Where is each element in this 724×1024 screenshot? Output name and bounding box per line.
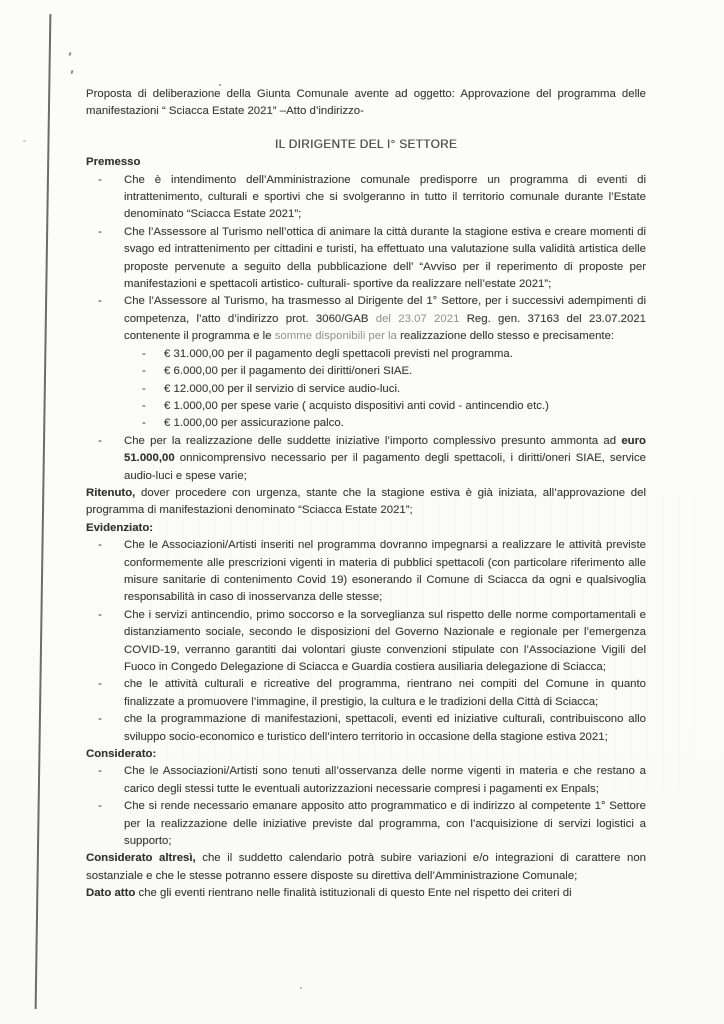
list-item [86,711,646,746]
bullet-text: Che si rende necessario emanare apposito atto programmatico e di indirizzo al competente 1° Settore per la realizzazione delle iniziative previste dal programma, con l’acquisizione di servizi logistici a supporto; [124,800,646,848]
amount-text: € 31.000,00 per il pagamento degli spettacoli previsti nel programma. [164,347,513,360]
bullet-text: Che l’Assessore al Turismo nell’ottica di animare la città durante la stagione estiva e creare momenti di svago ed intrattenimento per cittadini e turisti, ha effettuato una valutazione sulla validità artistica delle proposte pervenute a seguito della pubblicazione dell’ “Avviso per il reperimento di proposte per manifestazioni e spettacoli artistico- culturali- sportive da realizzare nell’estate 2021”; [124,225,646,291]
paragraph-text: dover procedere con urgenza, stante che la stagione estiva è già iniziata, all’approvazione del programma di manifestazioni denominato “Sciacca Estate 2021”; [86,486,646,517]
document-subject: Proposta di deliberazione della Giunta Comunale avente ad oggetto: Approvazione del programma delle manifestazioni “ Sciacca Estate 2021” –Atto d’indirizzo- [86,88,646,118]
bullet-dash: - [142,382,146,395]
paragraph-text: che il suddetto calendario potrà subire variazioni e/o integrazioni di carattere non sostanziale e che le stesse potranno essere disposte su direttiva dell’Amministrazione Comunale; [86,852,646,882]
amount-item [86,381,646,398]
bullet-dash: - [142,347,146,360]
bullet-dash: - [98,800,102,813]
bullet-dash: - [98,295,102,308]
list-item [86,224,646,294]
amount-text: € 1.000,00 per assicurazione palco. [164,417,344,430]
amount-text: € 1.000,00 per spese varie ( acquisto dispositivi anti covid - antincendio etc.) [164,399,549,412]
section-label-ritenuto: Ritenuto, [86,486,136,499]
amount-text: € 6.000,00 per il pagamento dei diritti/oneri SIAE. [164,365,413,378]
bullet-text-part: Reg. gen. 37163 del 23.07.2021 contenente il programma e le [124,312,646,343]
bullet-text: Che i servizi antincendio, primo soccorso e la sorveglianza sul rispetto delle norme comportamentali e distanziamento sociale, secondo le disposizioni del Governo Nazionale e regionale per l’emergenza COVID-19, verranno garantiti dai volontari giuste convenzioni stipulate con l’Associazione Vigili del Fuoco in Congedo Delegazione di Sciacca e Guardia costiera ausiliaria delegazione di Sciacca; [124,608,646,673]
section-label-considerato-altresi: Considerato altresì, [86,852,196,865]
bullet-text-part: realizzazione dello stesso e precisamente: [400,330,615,343]
section-label-considerato: Considerato: [86,748,157,761]
scan-speckle [23,140,26,142]
bullet-dash: - [98,713,102,726]
bullet-text-part: onnicomprensivo necessario per il pagamento degli spettacoli, i diritti/oneri SIAE, service audio-luci e spese varie; [124,452,646,482]
bullet-dash: - [142,399,146,412]
bullet-text-part: Che per la realizzazione delle suddette iniziative l’importo complessivo presunto ammonta ad [124,434,622,447]
bullet-text-part: Che l’Assessore al Turismo, ha trasmesso al Dirigente del 1° Settore, per i successivi adempimenti di competenza, l’atto d’indirizzo prot. 3060/GAB [124,295,646,325]
list-item [86,676,646,711]
scan-edge-line [35,14,51,1009]
list-item [86,607,646,677]
amount-total: euro 51.000,00 [124,434,646,465]
bullet-text: che le attività culturali e ricreative del programma, rientrano nei compiti del Comune in quanto finalizzate a promuovere l’immagine, il prestigio, la cultura e le tradizioni della Città di Sciacca; [124,678,646,708]
bullet-dash: - [142,365,146,378]
bullet-text [124,293,646,345]
section-label-dato-atto: Dato atto [86,887,136,900]
document-content [86,86,646,903]
ritenuto-paragraph [86,485,646,520]
bullet-dash: - [98,173,102,186]
section-label-evidenziato: Evidenziato: [86,521,154,534]
list-item [86,433,646,485]
faded-text: del 23.07 2021 [375,312,467,325]
bullet-dash: - [98,539,102,552]
amount-item [86,398,646,415]
section-label-premesso: Premesso [86,156,141,169]
list-item [86,798,646,850]
scan-speckle [71,70,74,74]
dato-atto-paragraph [86,885,646,902]
bullet-text: Che le Associazioni/Artisti inseriti nel programma dovranno impegnarsi a realizzare le attività previste conformemente alle prescrizioni vigenti in materia di pubblici spettacoli (con particolare riferimento alle misure sanitarie di contenimento Covid 19) esonerando il Comune di Sciacca da ogni e qualsivoglia responsabilità in caso di inosservanza delle stesse; [124,539,646,604]
document-heading: IL DIRIGENTE DEL I° SETTORE [274,136,458,151]
amount-item [86,346,646,363]
list-item [86,763,646,798]
bullet-dash: - [98,678,102,691]
paragraph-text: che gli eventi rientrano nelle finalità istituzionali di questo Ente nel rispetto dei criteri di [135,887,572,900]
bullet-text: Che le Associazioni/Artisti sono tenuti all’osservanza delle norme vigenti in materia e che restano a carico degli stessi tutte le eventuali autorizzazioni necessarie compresi i pagamenti ex Enpals; [124,765,646,795]
bullet-dash: - [98,608,102,621]
scan-speckle [300,987,302,989]
list-item [86,172,646,224]
bullet-dash: - [98,765,102,778]
bullet-dash: - [98,434,102,447]
amount-item [86,415,646,432]
bullet-text [124,433,646,485]
bullet-dash: - [98,225,102,238]
scan-speckle [68,52,71,56]
list-item [86,293,646,345]
amount-item [86,363,646,380]
considerato-altresi-paragraph [86,850,646,885]
bullet-text: che la programmazione di manifestazioni, spettacoli, eventi ed iniziative culturali, contribuiscono allo sviluppo socio-economico e turistico dell’intero territorio in occasione della stagione estiva 2021; [124,713,646,743]
bullet-dash: - [142,417,146,430]
faded-text: somme disponibili per la [274,330,401,343]
amount-text: € 12.000,00 per il servizio di service audio-luci. [164,382,401,395]
list-item [86,537,646,607]
bullet-text: Che è intendimento dell’Amministrazione comunale predisporre un programma di eventi di intrattenimento, culturali e sportivi che si svolgeranno in tutto il territorio comunale durante l’Estate denominato “Sciacca Estate 2021”; [124,173,646,221]
